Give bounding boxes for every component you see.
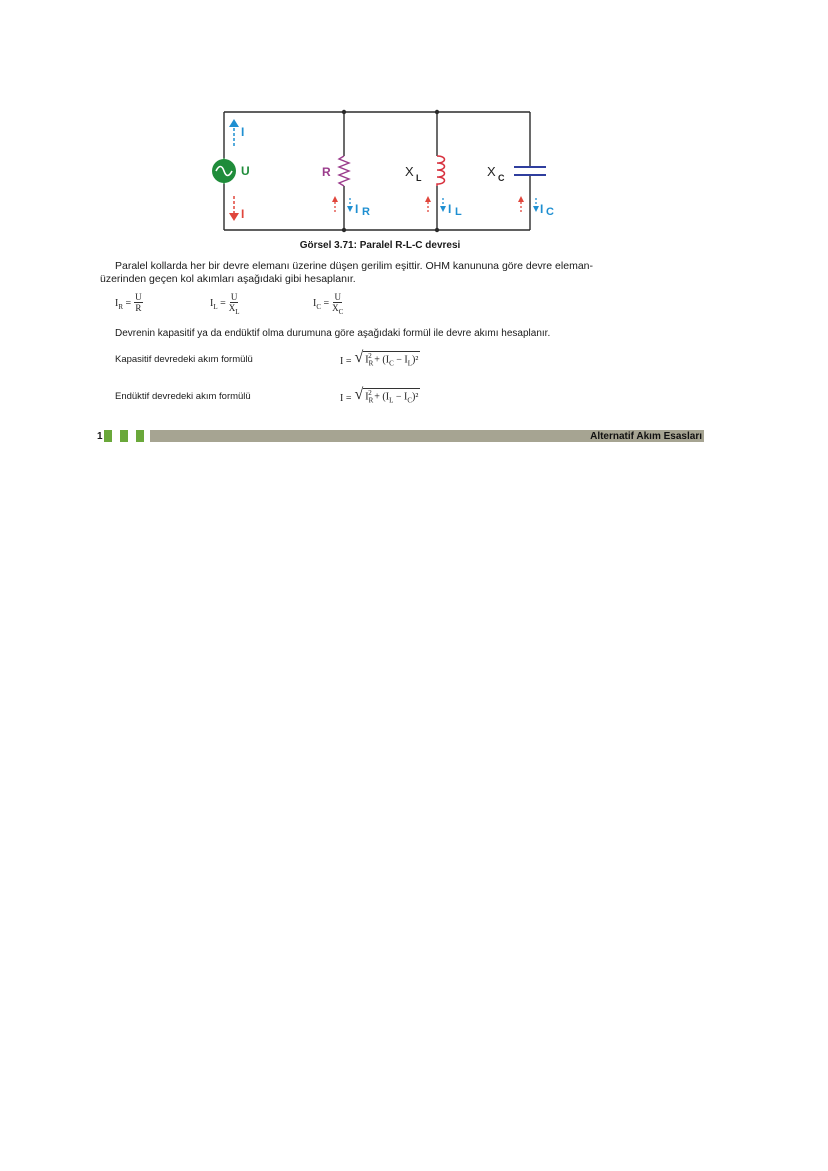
formula-il: $I_L$ = $\frac{U}{X_L}$ bbox=[210, 292, 240, 316]
junction-dot bbox=[435, 228, 439, 232]
capacitive-formula: I = √ $I_R^2 + (I_C - I_L)^2$ bbox=[340, 349, 419, 367]
source-current-down-arrow-icon bbox=[229, 196, 239, 221]
source-current-up-arrow-icon bbox=[229, 119, 239, 146]
resistor-label: R bbox=[322, 165, 331, 179]
capacitor-label-sub: C bbox=[498, 173, 505, 183]
inductive-formula: I = √ $I_R^2 + (I_L - I_C)^2$ bbox=[340, 386, 419, 404]
footer-decor-square bbox=[136, 430, 144, 442]
inductor-label-sub: L bbox=[416, 173, 422, 183]
parallel-rlc-circuit bbox=[200, 88, 554, 238]
footer-title: Alternatif Akım Esasları bbox=[590, 431, 702, 442]
junction-dot bbox=[342, 110, 346, 114]
ic-label: I bbox=[540, 202, 544, 216]
formula-ir: $I_R$ = $\frac{U}{R}$ bbox=[115, 292, 142, 313]
ir-label-sub: R bbox=[362, 206, 370, 218]
ic-label-sub: C bbox=[546, 206, 554, 218]
sqrt-icon: √ bbox=[354, 349, 364, 366]
formula-ic: $I_C$ = $\frac{U}{X_C}$ bbox=[313, 292, 344, 316]
inductor-icon bbox=[437, 156, 445, 186]
paragraph-ohm-line1: Paralel kollarda her bir devre elemanı üzerine düşen gerilim eşittir. OHM kanununa göre devre eleman- bbox=[115, 260, 593, 272]
ac-source-icon bbox=[212, 158, 236, 184]
junction-dot bbox=[342, 228, 346, 232]
paragraph-ohm bbox=[100, 260, 700, 286]
paragraph-circuit-type: Devrenin kapasitif ya da endüktif olma durumuna göre aşağıdaki formül ile devre akımı hesaplanır. bbox=[115, 328, 551, 339]
capacitive-label: Kapasitif devredeki akım formülü bbox=[115, 354, 253, 365]
source-voltage-label: U bbox=[241, 164, 250, 178]
circuit-wires bbox=[224, 112, 530, 230]
footer-decor-square bbox=[120, 430, 128, 442]
figure-caption: Görsel 3.71: Paralel R-L-C devresi bbox=[299, 240, 461, 251]
sqrt-icon: √ bbox=[354, 386, 364, 403]
ir-label: I bbox=[355, 202, 359, 216]
ir-arrows-icon bbox=[332, 196, 353, 212]
capacitor-label: X bbox=[487, 164, 496, 179]
page-number: 1 bbox=[97, 431, 103, 442]
resistor-icon bbox=[339, 156, 349, 186]
capacitor-icon bbox=[514, 167, 546, 175]
inductor-label: X bbox=[405, 164, 414, 179]
paragraph-ohm-line2: üzerinden geçen kol akımları aşağıdaki gibi hesaplanır. bbox=[100, 273, 356, 285]
junction-dot bbox=[435, 110, 439, 114]
il-label: I bbox=[448, 202, 452, 216]
source-current-top-label: I bbox=[241, 125, 245, 139]
footer-decor-square bbox=[104, 430, 112, 442]
il-label-sub: L bbox=[455, 206, 462, 218]
il-arrows-icon bbox=[425, 196, 446, 212]
inductive-label: Endüktif devredeki akım formülü bbox=[115, 391, 251, 402]
source-current-bottom-label: I bbox=[241, 207, 245, 221]
ic-arrows-icon bbox=[518, 196, 539, 212]
